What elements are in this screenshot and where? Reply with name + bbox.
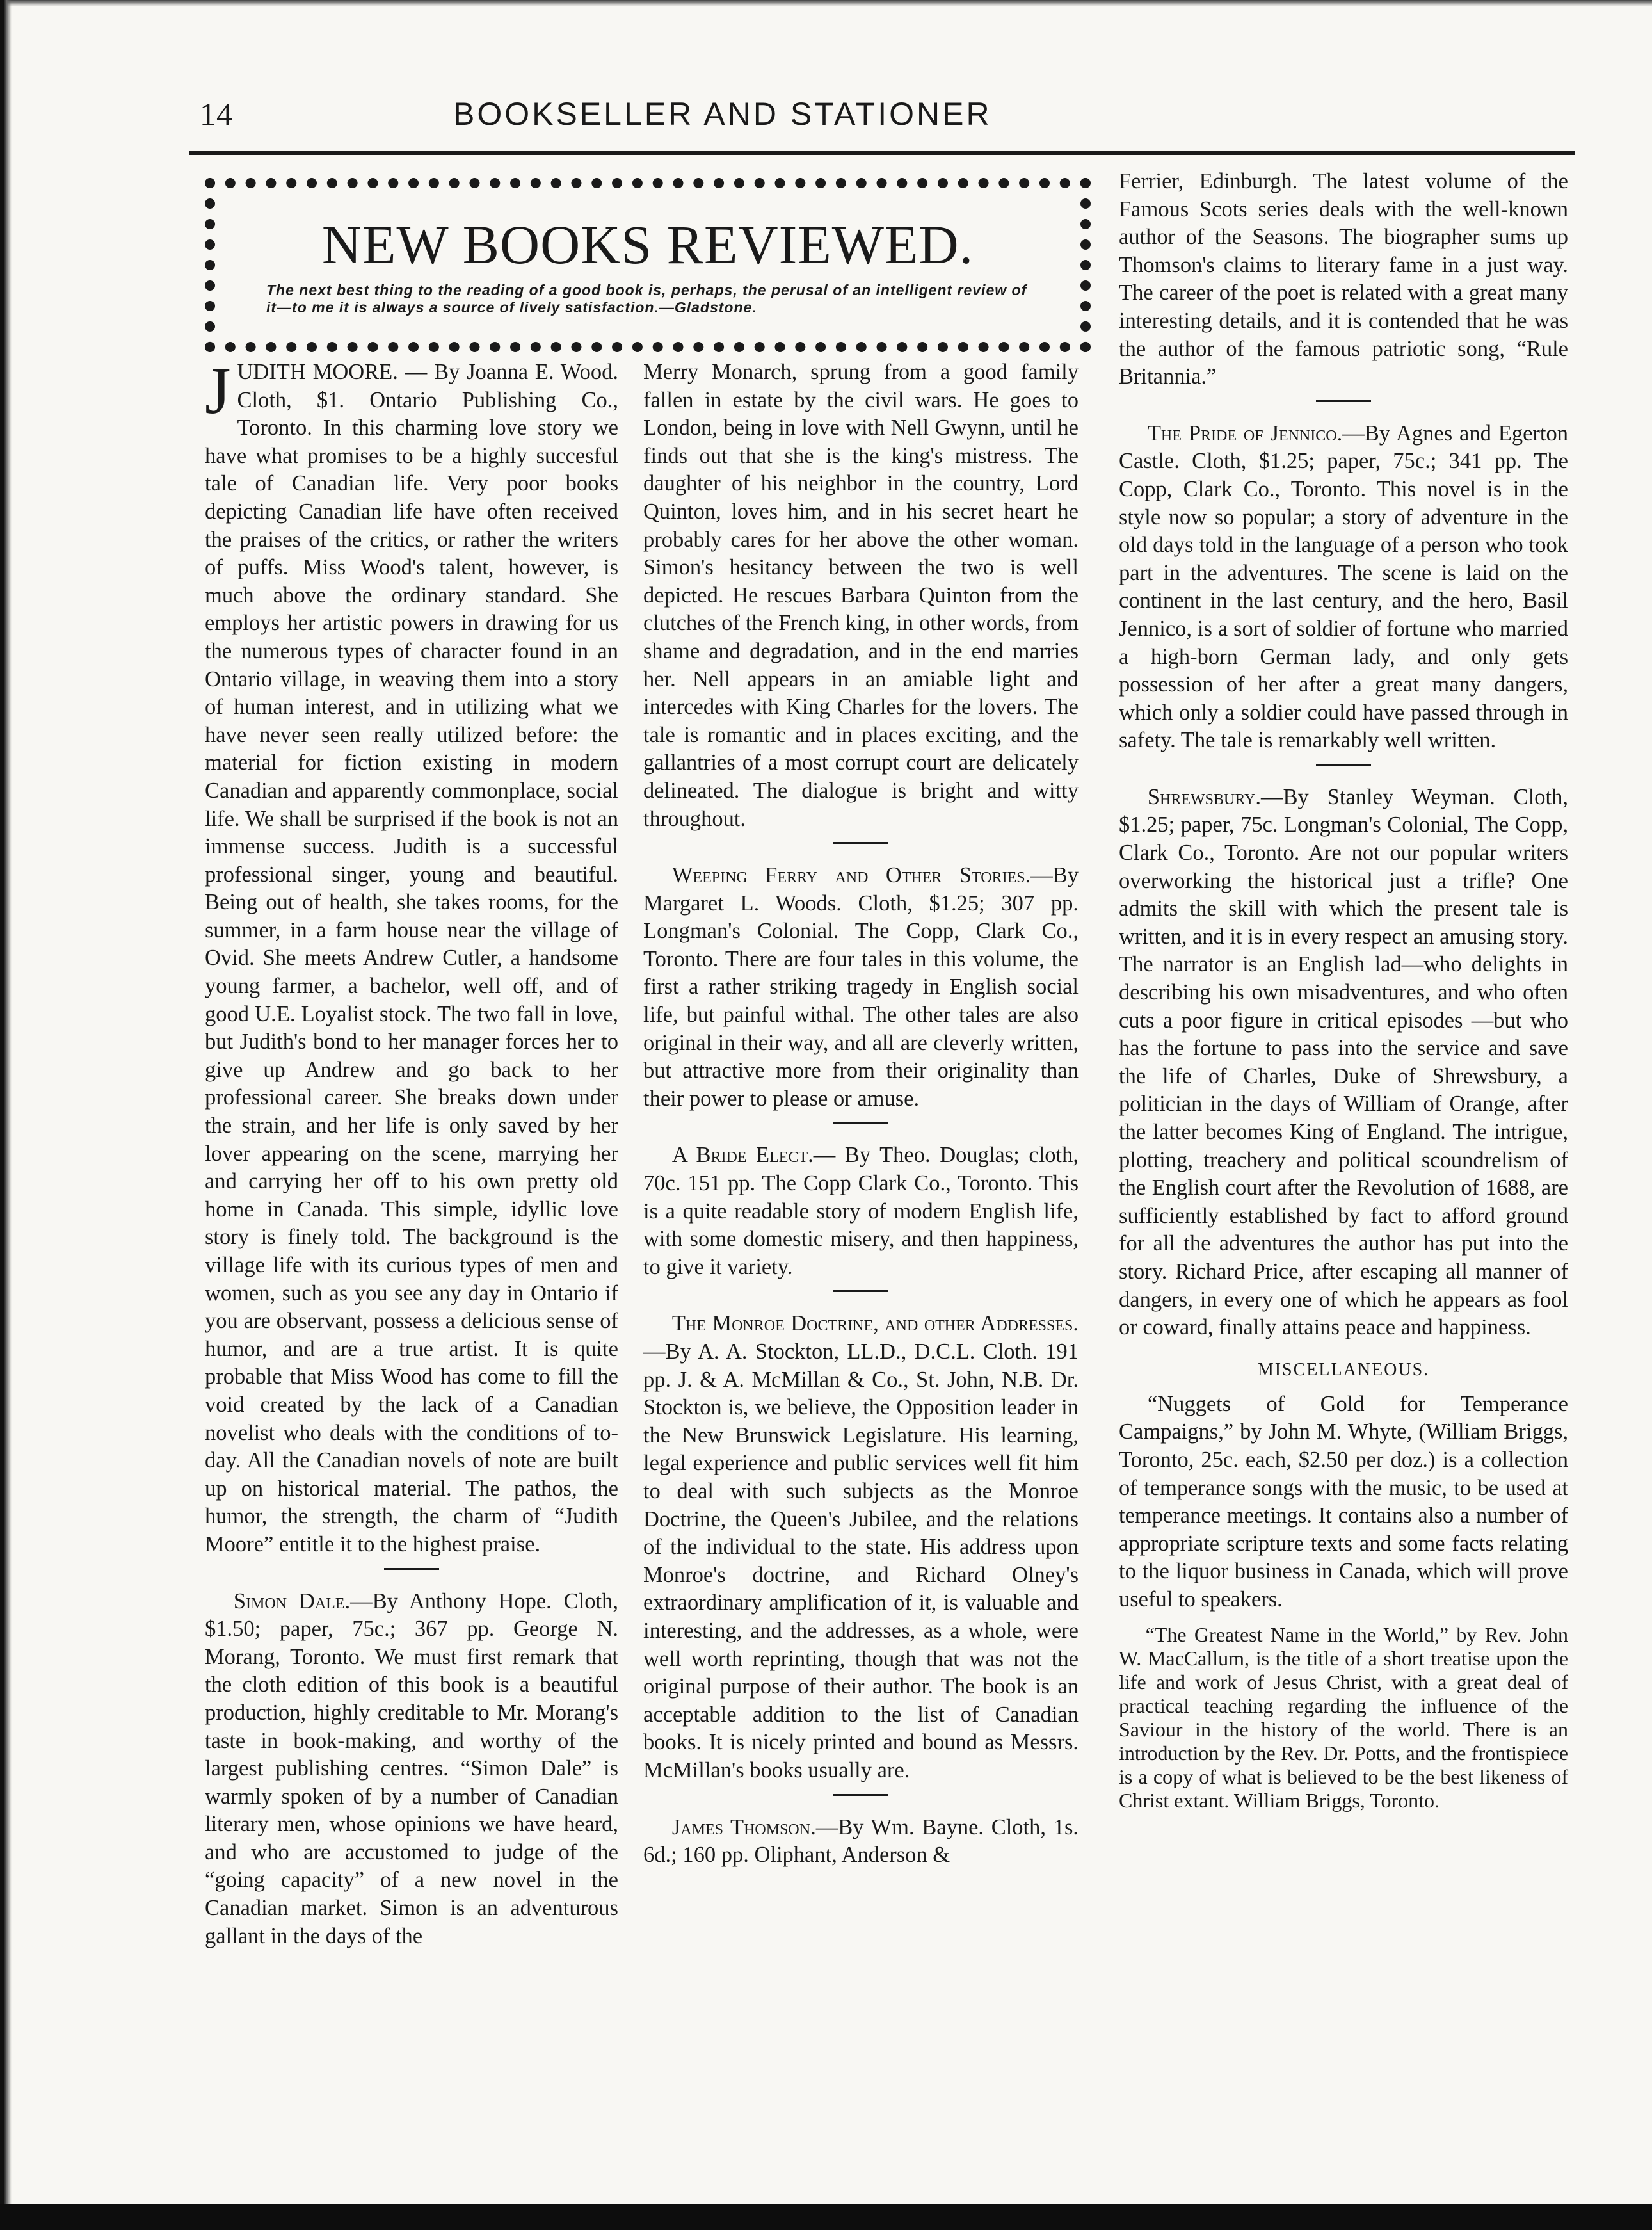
scan-edge-bottom [0,2204,1652,2230]
column-right [1119,168,1568,1813]
review-divider [833,1122,888,1124]
review-shrewsbury [1119,784,1568,1342]
review-body: —By Wm. Bayne. Cloth, 1s. 6d.; 160 pp. Oliphant, Anderson & [643,1814,1079,1868]
review-monroe-doctrine [643,1310,1079,1784]
section-title: NEW BOOKS REVIEWED. [321,214,974,275]
review-divider [833,1290,888,1292]
review-body: —By Agnes and Egerton Castle. Cloth, $1.25; paper, 75c.; 341 pp. The Copp, Clark Co., Toronto. This novel is in the style now so popular; a story of adventure in the old days told in the language of a person who took part in the adventures. The scene is laid on the continent in the last century, and the hero, Basil Jennico, is a sort of soldier of fortune who married a high-born German lady, and only gets possession of her after a great many dangers, which only a soldier could have passed through in safety. The tale is remarkably well written. [1119,421,1568,753]
review-body: —By Margaret L. Woods. Cloth, $1.25; 307 pp. Longman's Colonial. The Copp, Clark Co., Toronto. There are four tales in this volume, the first a rather striking tragedy in English social life, but painful withal. The other tales are also original in their way, and all are cleverly written, but attractive more from their originality than their power to please or amuse. [643,863,1079,1111]
scan-edge-top [0,0,1652,6]
review-body: —By Anthony Hope. Cloth, $1.50; paper, 75c.; 367 pp. George N. Morang, Toronto. We must first remark that the cloth edition of this book is a beautiful production, highly creditable to Mr. Morang's taste in book-making, and worthy of the largest publishing centres. “Simon Dale” is warmly spoken of by a number of Canadian literary men, whose opinions we have heard, and who are accustomed to judge of the “going capacity” of a new novel in the Canadian market. Simon is an adventurous gallant in the days of the [205,1588,618,1948]
review-simon-dale-continued: Merry Monarch, sprung from a good family fallen in estate by the civil wars. He goes to London, being in love with Nell Gwynn, until he finds out that she is the king's mistress. The daughter of his neighbor in the country, Lord Quinton, loves him, and in his secret heart he probably cares for her above the other woman. Simon's hesitancy between the two is well depicted. He rescues Barbara Quinton from the clutches of the French king, in other words, from shame and degradation, and in the end marries her. Nell appears in an amiable light and intercedes with King Charles for the lovers. The tale is romantic and in places exciting, and the gallantries of a most corrupt court are delicately delineated. The dialogue is bright and witty throughout. [643,360,1079,831]
review-body: — By Theo. Douglas; cloth, 70c. 151 pp. The Copp Clark Co., Toronto. This is a quite readable story of modern English life, with some domestic misery, and then happiness, to give it variety. [643,1143,1079,1279]
review-judith-moore [205,354,618,1559]
spacer [1119,1614,1568,1623]
review-body: — By Joanna E. Wood. Cloth, $1. Ontario Publishing Co., Toronto. In this charming love story we have what promises to be a highly succesful tale of Canadian life. Very poor books depicting Canadian life have often received the praises of the critics, or rather the writers of puffs. Miss Wood's talent, however, is much above the ordinary standard. She employs her artistic powers in drawing for us the numerous types of character found in an Ontario village, in weaving them into a story of human interest, and in utilizing what we have never seen really utilized before: the material for fiction existing in modern Canadian and apparently commonplace, social life. We shall be surprised if the book is not an immense success. Judith is a successful professional singer, young and beautiful. Being out of health, she takes rooms, for the summer, in a farm house near the village of Ovid. She meets Andrew Cutler, a handsome young farmer, a bachelor, well off, and of good U.E. Loyalist stock. The two fall in love, but Judith's bond to her manager forces her to give up Andrew and go back to her professional career. She breaks down under the strain, and her life is only saved by her lover appearing on the scene, marrying her and carrying her off to his own pretty old home in Canada. This simple, idyllic love story is finely told. The background is the village life with its curious types of men and women, such as you see any day in Ontario if you are observant, possess a delicious sense of humor, and are a true artist. It is quite probable that Miss Wood has come to fill the void created by the lack of a Canadian novelist who deals with the conditions of to-day. All the Canadian novels of note are built up on historical material. The pathos, the humor, the strength, the charm of “Judith Moore” entitle it to the highest praise. [205,360,618,1556]
running-title: BOOKSELLER AND STATIONER [453,96,992,132]
column-left [205,354,618,1950]
notice-nuggets-of-gold: “Nuggets of Gold for Temperance Campaigns,” by John M. Whyte, (William Briggs, Toronto, 25c. each, $2.50 per doz.) is a collection of temperance songs with the music, to be used at temperance meetings. It contains also a number of appropriate scripture texts and some facts relating to the liquor business in Canada, which will prove useful to speakers. [1119,1391,1568,1612]
review-james-thomson-continued: Ferrier, Edinburgh. The latest volume of the Famous Scots series deals with the well-known author of the Seasons. The biographer sums up Thomson's claims to literary fame in a just way. The career of the poet is related with a great many interesting details, and it is contended that he was the author of the famous patriotic song, “Rule Britannia.” [1119,169,1568,389]
spacer [1119,1342,1568,1351]
review-divider [833,1794,888,1796]
review-heading: The Monroe Doctrine, and other Addresses. [671,1311,1079,1336]
review-body: —By Stanley Weyman. Cloth, $1.25; paper, 75c. Longman's Colonial, The Copp, Clark Co., Toronto. Are not our popular writers overworking the historical just a trifle? One admits the skill with which the present tale is written, and it is in every respect an amusing story. The narrator is an English lad—who delights in describing his own misadventures, and who often cuts a poor figure in critical episodes —but who has the fortune to pass into the service and save the life of Charles, Duke of Shrewsbury, a politician in the days of William of Orange, after the latter becomes King of England. The intrigue, plotting, treachery and political scoundrelism of the English court after the Revolution of 1688, are sufficiently established by fact to afford ground for all the adventures the author has put into the story. Richard Price, after escaping all manner of dangers, in every one of which he appears as fool or coward, finally attains peace and happiness. [1119,784,1568,1340]
review-body: —By A. A. Stockton, LL.D., D.C.L. Cloth. 191 pp. J. & A. McMillan & Co., St. John, N.B. Dr. Stockton is, we believe, the Opposition leader in the New Brunswick Legislature. His learning, legal experience and public services well fit him to deal with such subjects as the Monroe Doctrine, the Queen's Jubilee, and the relations of the individual to the state. His address upon Monroe's doctrine, and Richard Olney's extraordinary amplification of it, is valuable and interesting, and the addresses, as a whole, were well worth reprinting, though that was not the original purpose of their author. The book is an acceptable addition to the list of Canadian books. It is nicely printed and bound as Messrs. McMillan's books usually are. [643,1339,1079,1782]
review-divider [1316,400,1371,402]
review-weeping-ferry [643,862,1079,1113]
review-bride-elect [643,1142,1079,1281]
column-middle [643,359,1079,1870]
epigraph-quote: The next best thing to the reading of a good book is, perhaps, the perusal of an intelligent review of it—to me it is always a source of lively satisfaction.—Gladstone. [266,282,1027,316]
review-heading: Shrewsbury. [1147,784,1262,809]
section-banner [205,178,1091,352]
review-divider [1316,764,1371,766]
review-heading: The Pride of Jennico. [1147,421,1343,446]
review-divider [833,842,888,844]
review-pride-of-jennico [1119,420,1568,755]
review-simon-dale [205,1588,618,1951]
drop-cap: J [205,354,231,428]
review-heading: Weeping Ferry and Other Stories. [671,863,1031,888]
review-divider [384,1568,439,1570]
header-rule [189,151,1575,155]
miscellaneous-heading: MISCELLANEOUS. [1257,1359,1430,1380]
review-heading: Simon Dale. [233,1588,351,1613]
review-james-thomson [643,1814,1079,1870]
review-heading: UDITH MOORE. [237,360,398,384]
page-number: 14 [200,96,233,132]
review-heading: James Thomson. [671,1814,816,1839]
scan-edge-left [0,0,12,2230]
review-heading: A Bride Elect. [671,1143,814,1168]
notice-greatest-name: “The Greatest Name in the World,” by Rev. John W. MacCallum, is the title of a short treatise upon the life and work of Jesus Christ, with a great deal of practical teaching regarding the influence of the Saviour in the history of the world. There is an introduction by the Rev. Dr. Potts, and the frontispiece is a copy of what is believed to be the best likeness of Christ extant. William Briggs, Toronto. [1119,1622,1568,1812]
